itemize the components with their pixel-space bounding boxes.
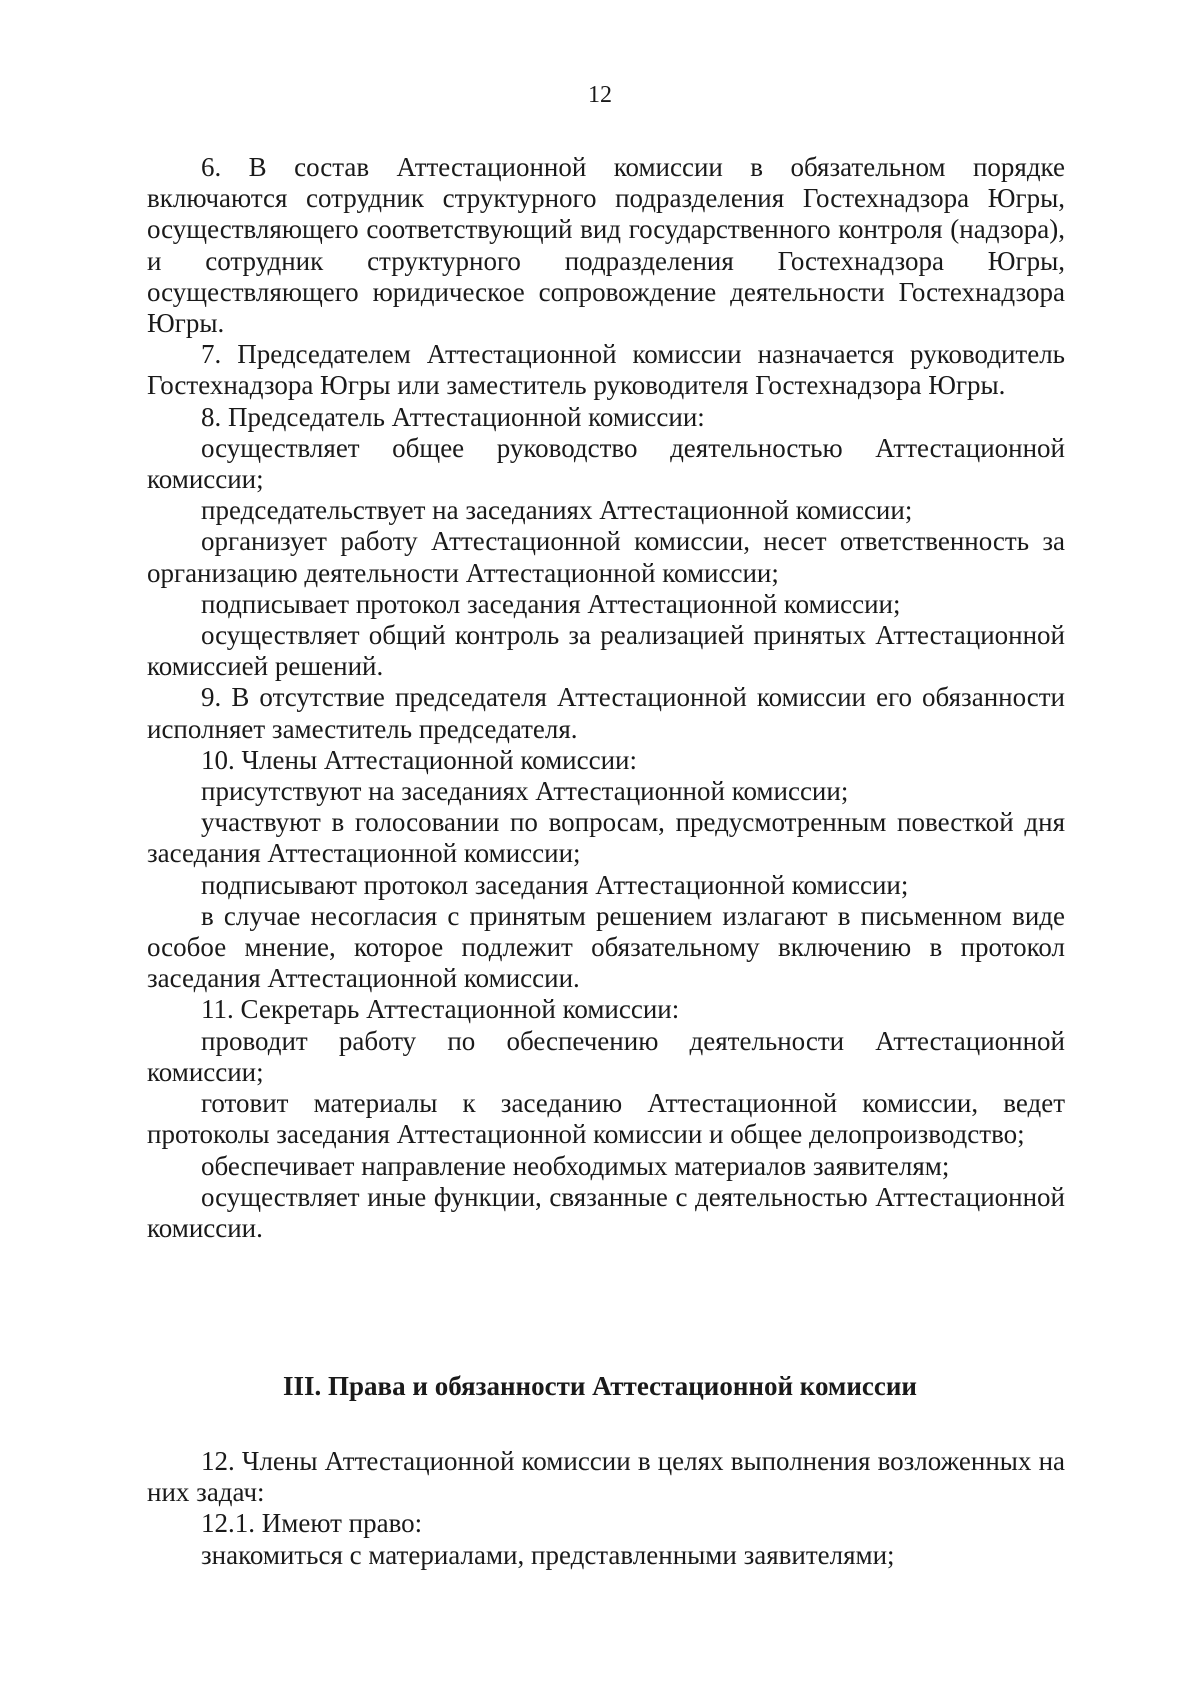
- paragraph: 9. В отсутствие председателя Аттестационной комиссии его обязанности исполняет заместитель председателя.: [147, 682, 1065, 744]
- paragraph: участвуют в голосовании по вопросам, предусмотренным повесткой дня заседания Аттестационной комиссии;: [147, 807, 1065, 869]
- paragraph: председательствует на заседаниях Аттестационной комиссии;: [201, 495, 913, 526]
- paragraph: в случае несогласия с принятым решением излагают в письменном виде особое мнение, которое подлежит обязательному включению в протокол заседания Аттестационной комиссии.: [147, 900, 1065, 994]
- paragraph: 12.1. Имеют право:: [201, 1508, 423, 1539]
- paragraph: 7. Председателем Аттестационной комиссии назначается руководитель Гостехнадзора Югры или заместитель руководителя Гостехнадзора Югры.: [147, 339, 1065, 401]
- section-heading: III. Права и обязанности Аттестационной комиссии: [283, 1371, 917, 1401]
- page-number: 12: [588, 82, 612, 108]
- paragraph: подписывают протокол заседания Аттестационной комиссии;: [201, 869, 909, 900]
- paragraph: присутствуют на заседаниях Аттестационной комиссии;: [201, 776, 849, 807]
- paragraph: подписывает протокол заседания Аттестационной комиссии;: [201, 588, 901, 619]
- document-body-section-3: [147, 1446, 1065, 1571]
- paragraph: обеспечивает направление необходимых материалов заявителям;: [201, 1150, 950, 1181]
- paragraph: 11. Секретарь Аттестационной комиссии:: [201, 994, 680, 1025]
- paragraph: проводит работу по обеспечению деятельности Аттестационной комиссии;: [147, 1025, 1065, 1087]
- paragraph: 8. Председатель Аттестационной комиссии:: [201, 401, 705, 432]
- paragraph: 6. В состав Аттестационной комиссии в обязательном порядке включаются сотрудник структурного подразделения Гостехнадзора Югры, осуществляющего соответствующий вид государственного контроля (надзора), и сотрудник структурного подразделения Гостехнадзора Югры, осуществляющего юридическое сопровождение деятельности Гостехнадзора Югры.: [147, 152, 1065, 339]
- paragraph: осуществляет иные функции, связанные с деятельностью Аттестационной комиссии.: [147, 1181, 1065, 1243]
- paragraph: готовит материалы к заседанию Аттестационной комиссии, ведет протоколы заседания Аттестационной комиссии и общее делопроизводство;: [147, 1088, 1065, 1150]
- paragraph: осуществляет общее руководство деятельностью Аттестационной комиссии;: [147, 432, 1065, 495]
- paragraph: 10. Члены Аттестационной комиссии:: [201, 744, 637, 775]
- paragraph: организует работу Аттестационной комиссии, несет ответственность за организацию деятельности Аттестационной комиссии;: [147, 526, 1065, 588]
- paragraph: 12. Члены Аттестационной комиссии в целях выполнения возложенных на них задач:: [147, 1446, 1065, 1508]
- paragraph: знакомиться с материалами, представленными заявителями;: [201, 1539, 895, 1570]
- document-body: [147, 152, 1065, 1244]
- paragraph: осуществляет общий контроль за реализацией принятых Аттестационной комиссией решений.: [147, 620, 1065, 682]
